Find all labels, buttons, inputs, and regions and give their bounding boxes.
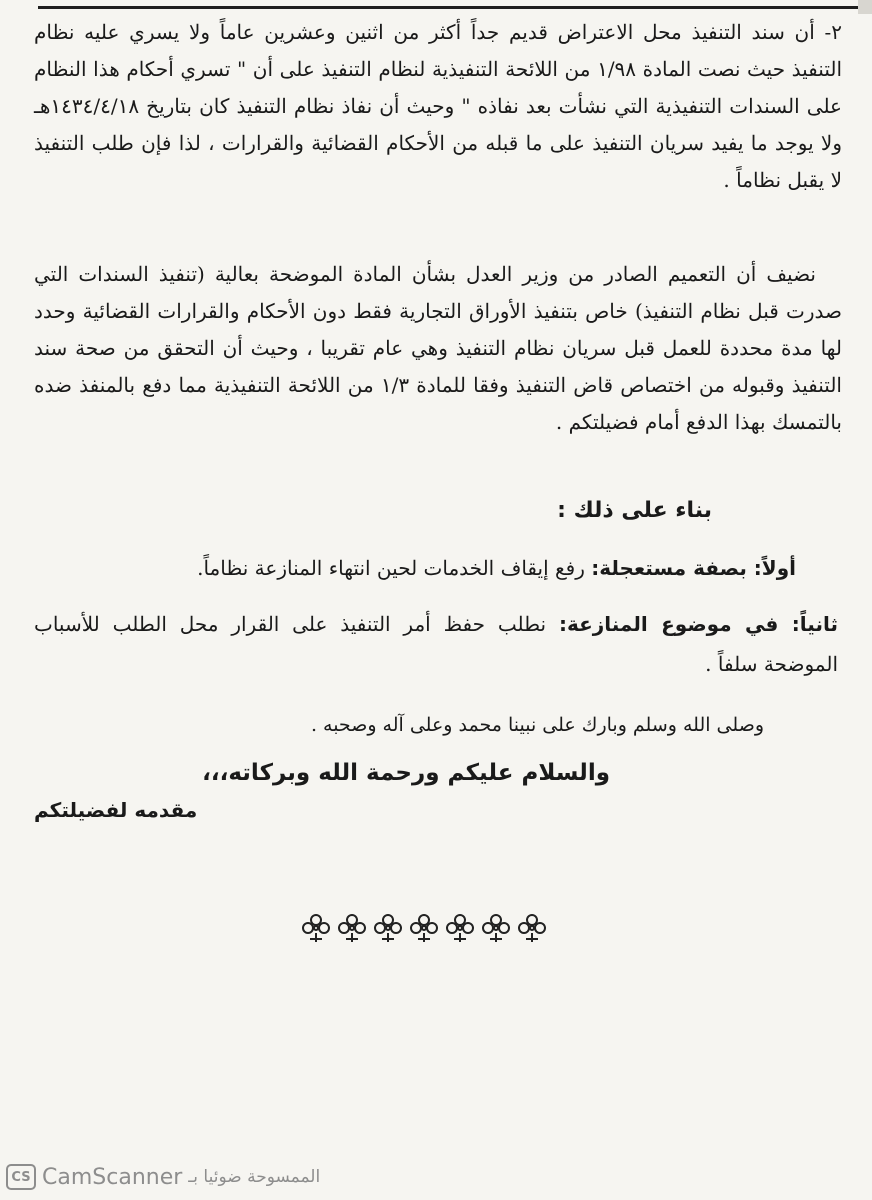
request-item-urgent xyxy=(197,548,796,588)
flower-ornament-icon xyxy=(444,912,476,944)
request-item-dispute xyxy=(34,604,838,684)
flower-ornament-icon xyxy=(336,912,368,944)
flower-ornament-icon xyxy=(300,912,332,944)
paragraph-circular xyxy=(34,256,842,441)
camscanner-logo: CS xyxy=(6,1164,36,1190)
request-item-urgent-text: رفع إيقاف الخدمات لحين انتهاء المنازعة نظاماً. xyxy=(197,556,585,580)
paragraph-2-objection: ٢- أن سند التنفيذ محل الاعتراض قديم جداً أكثر من اثنين وعشرين عاماً ولا يسري عليه نظام التنفيذ حيث نصت المادة ١/٩٨ من اللائحة التنفيذية لنظام التنفيذ على أن " تسري أحكام هذا النظام على السندات التنفيذية التي نشأت بعد نفاذه " وحيث أن نفاذ نظام التنفيذ كان بتاريخ ١٤٣٤/٤/١٨هـ ولا يوجد ما يفيد سريان التنفيذ على ما قبله من الأحكام القضائية والقرارات ، لذا فإن طلب التنفيذ لا يقبل نظاماً . xyxy=(34,20,843,192)
flower-ornament-icon xyxy=(480,912,512,944)
top-rule xyxy=(38,6,858,9)
flower-ornament-icon xyxy=(516,912,548,944)
closing-prayer: وصلى الله وسلم وبارك على نبينا محمد وعلى آله وصحبه . xyxy=(310,714,764,736)
presenter-signature: مقدمه لفضيلتكم xyxy=(34,798,198,822)
flower-ornament-icon xyxy=(408,912,440,944)
page-corner xyxy=(858,0,872,14)
paragraph-circular-text: نضيف أن التعميم الصادر من وزير العدل بشأن المادة الموضحة بعالية (تنفيذ السندات التي صدرت قبل نظام التنفيذ) خاص بتنفيذ الأوراق التجارية فقط دون الأحكام والقرارات القضائية وحدد لها مدة محددة للعمل قبل سريان نظام التنفيذ وهي عام تقريبا ، وحيث أن التحقق من صحة سند التنفيذ وقبوله من اختصاص قاض التنفيذ وفقا للمادة ١/٣ من اللائحة التنفيذية مما دفع بالمنفذ ضده بالتمسك بهذا الدفع أمام فضيلتكم . xyxy=(34,262,842,434)
camscanner-watermark xyxy=(6,1162,320,1192)
request-item-urgent-label: أولاً: بصفة مستعجلة: xyxy=(591,556,796,580)
section-heading: بناء على ذلك : xyxy=(557,498,712,523)
watermark-arabic: الممسوحة ضوئيا بـ xyxy=(188,1167,321,1187)
watermark-brand: CamScanner xyxy=(42,1164,183,1190)
request-item-dispute-label: ثانياً: في موضوع المنازعة: xyxy=(558,612,838,636)
flower-ornament-row xyxy=(300,908,550,948)
request-item-dispute-text: نطلب حفظ أمر التنفيذ على القرار محل الطلب للأسباب الموضحة سلفاً . xyxy=(34,612,838,676)
flower-ornament-icon xyxy=(372,912,404,944)
salam-greeting: والسلام عليكم ورحمة الله وبركاته،،، xyxy=(202,760,610,786)
